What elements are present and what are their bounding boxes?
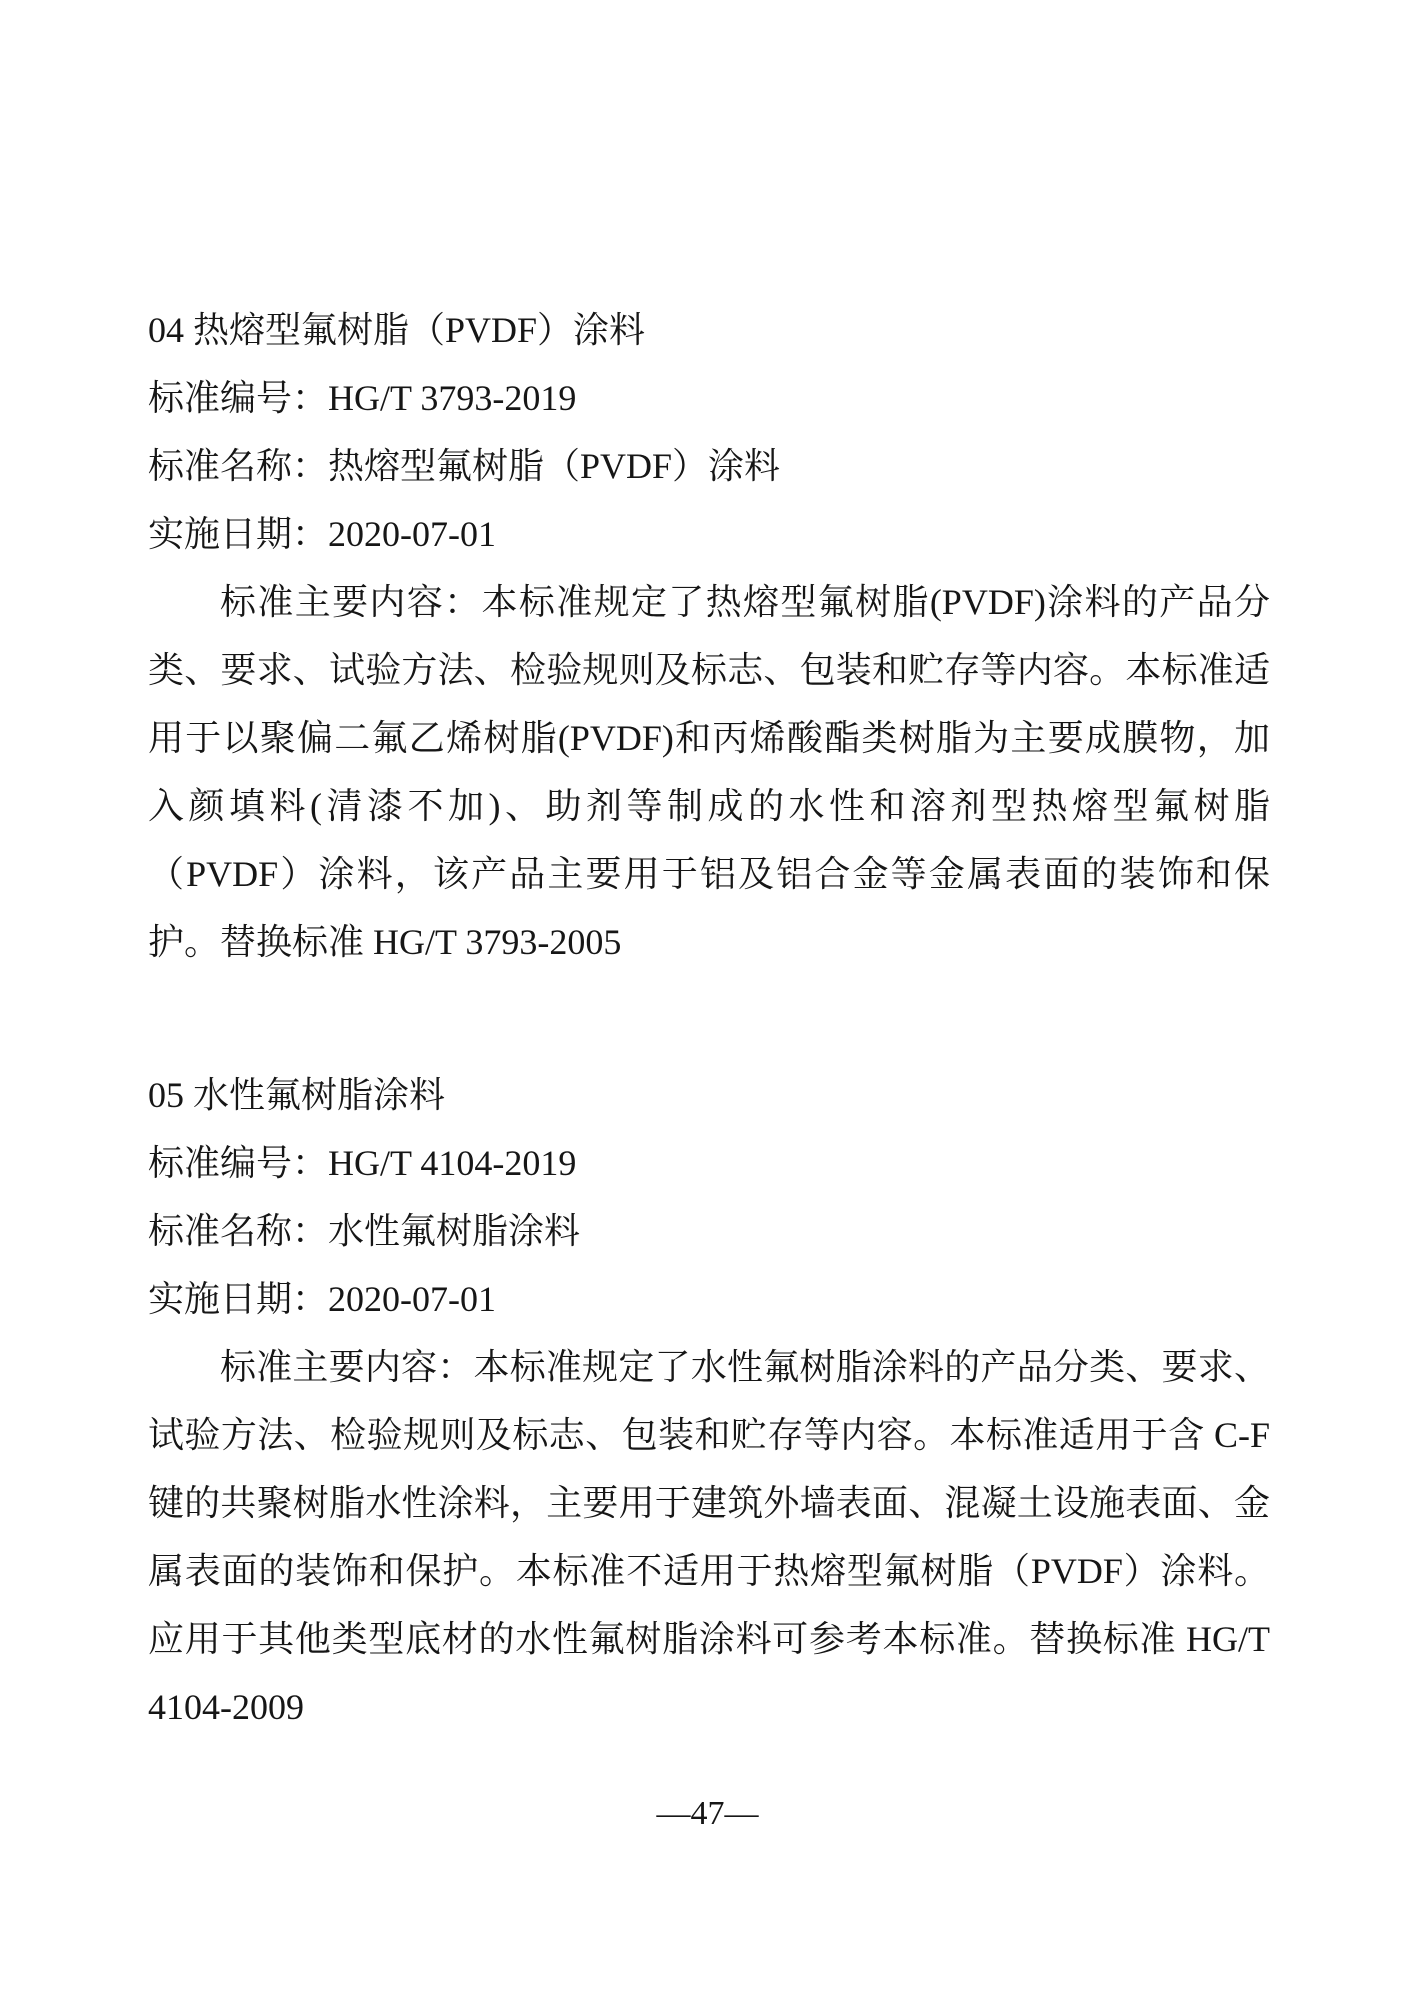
field-value: 水性氟树脂涂料 bbox=[328, 1211, 581, 1251]
field-value: HG/T 4104-2019 bbox=[328, 1143, 577, 1183]
field-value: 2020-07-01 bbox=[328, 1279, 496, 1319]
standard-content-paragraph: 标准主要内容：本标准规定了热熔型氟树脂(PVDF)涂料的产品分类、要求、试验方法、检验规则及标志、包装和贮存等内容。本标准适用于以聚偏二氟乙烯树脂(PVDF)和丙烯酸酯类树脂为主要成膜物，加入颜填料(清漆不加)、助剂等制成的水性和溶剂型热熔型氟树脂（PVDF）涂料，该产品主要用于铝及铝合金等金属表面的装饰和保护。替换标准 HG/T 3793-2005 bbox=[148, 582, 1270, 962]
standard-name-line bbox=[148, 1197, 1270, 1265]
standard-section-04 bbox=[148, 296, 1270, 976]
standard-number-line bbox=[148, 364, 1270, 432]
field-label: 标准编号： bbox=[148, 1143, 329, 1183]
standard-section-05 bbox=[148, 1061, 1270, 1741]
implementation-date-line bbox=[148, 1265, 1270, 1333]
page-content bbox=[148, 296, 1270, 1741]
field-label: 标准名称： bbox=[148, 446, 329, 486]
field-value: HG/T 3793-2019 bbox=[328, 378, 577, 418]
implementation-date-line bbox=[148, 500, 1270, 568]
section-heading: 05 水性氟树脂涂料 bbox=[148, 1075, 446, 1115]
field-label: 实施日期： bbox=[148, 514, 329, 554]
section-heading: 04 热熔型氟树脂（PVDF）涂料 bbox=[148, 310, 646, 350]
field-label: 实施日期： bbox=[148, 1279, 329, 1319]
page-number: —47— bbox=[656, 1795, 759, 1832]
field-label: 标准名称： bbox=[148, 1211, 329, 1251]
field-value: 热熔型氟树脂（PVDF）涂料 bbox=[328, 446, 781, 486]
standard-content-paragraph: 标准主要内容：本标准规定了水性氟树脂涂料的产品分类、要求、试验方法、检验规则及标志、包装和贮存等内容。本标准适用于含 C-F 键的共聚树脂水性涂料，主要用于建筑外墙表面、混凝土设施表面、金属表面的装饰和保护。本标准不适用于热熔型氟树脂（PVDF）涂料。应用于其他类型底材的水性氟树脂涂料可参考本标准。替换标准 HG/T 4104-2009 bbox=[148, 1347, 1270, 1727]
field-value: 2020-07-01 bbox=[328, 514, 496, 554]
standard-name-line bbox=[148, 432, 1270, 500]
field-label: 标准编号： bbox=[148, 378, 329, 418]
standard-number-line bbox=[148, 1129, 1270, 1197]
